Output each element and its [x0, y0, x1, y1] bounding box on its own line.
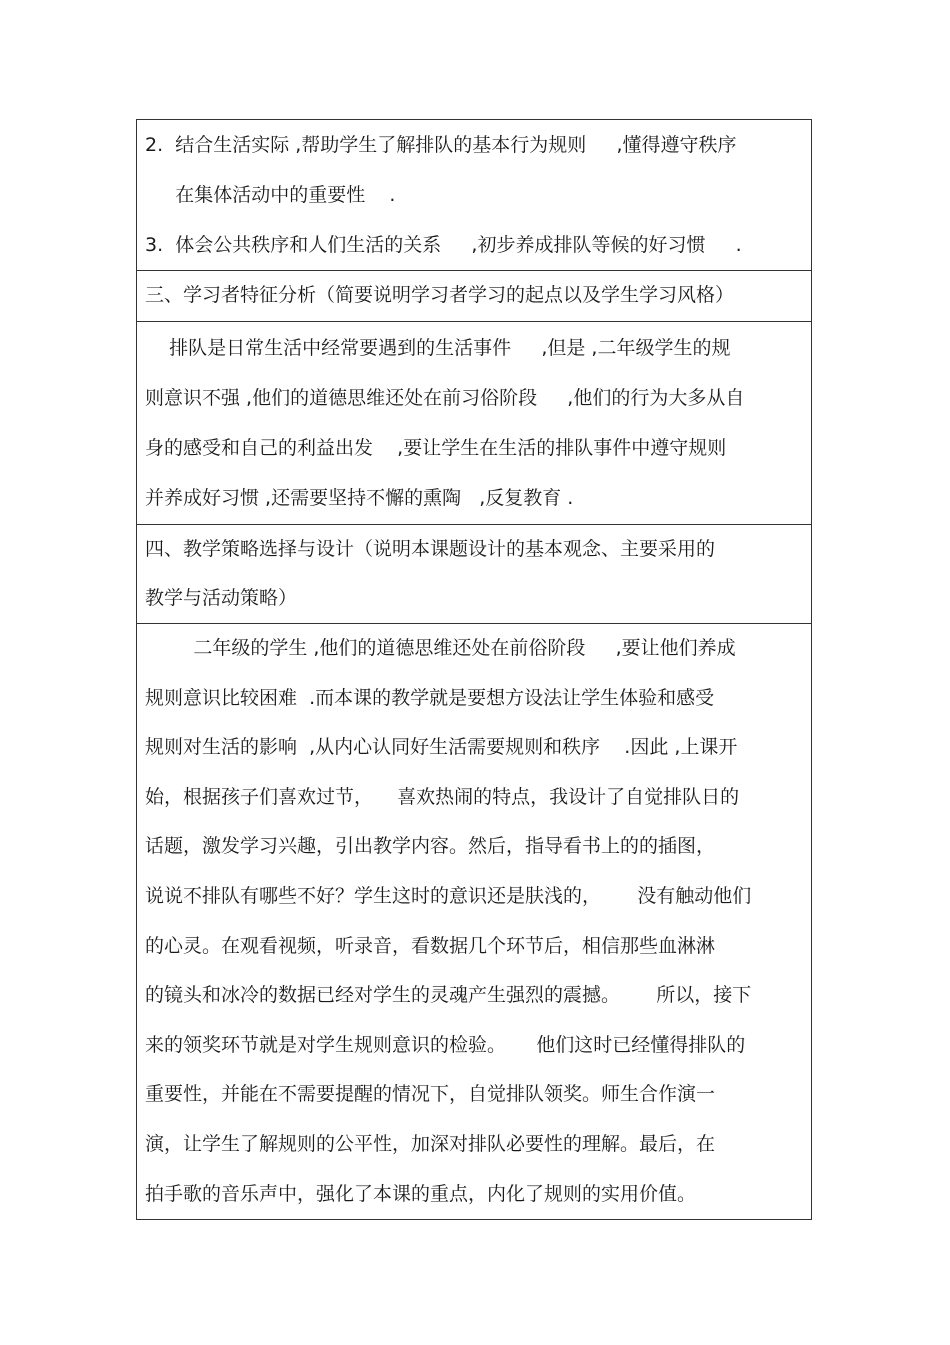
learner-analysis-line: 并养成好习惯 ,还需要坚持不懈的熏陶 ,反复教育 . [145, 487, 574, 509]
objective-line: 2. 结合生活实际 ,帮助学生了解排队的基本行为规则 ,懂得遵守秩序 [145, 134, 737, 156]
strategy-line: 的心灵。在观看视频，听录音，看数据几个环节后，相信那些血淋淋 [145, 934, 716, 957]
strategy-line: 重要性，并能在不需要提醒的情况下，自觉排队领奖。师生合作演一 [145, 1083, 716, 1106]
strategy-line: 规则意识比较困难 .而本课的教学就是要想方设法让学生体验和感受 [145, 686, 715, 709]
strategy-heading: 教学与活动策略） [145, 587, 298, 609]
objectives-cell [137, 120, 811, 270]
learner-analysis-line: 身的感受和自己的利益出发 ,要让学生在生活的排队事件中遵守规则 [145, 437, 727, 459]
objective-line: 在集体活动中的重要性 . [145, 184, 396, 206]
strategy-line: 话题，激发学习兴趣，引出教学内容。然后，指导看书上的的插图， [145, 835, 716, 858]
strategy-line: 拍手歌的音乐声中，强化了本课的重点，内化了规则的实用价值。 [145, 1182, 697, 1205]
objective-line: 3. 体会公共秩序和人们生活的关系 ,初步养成排队等候的好习惯 . [145, 234, 742, 256]
strategy-line: 规则对生活的影响 ,从内心认同好生活需要规则和秩序 .因此 ,上课开 [145, 736, 738, 759]
strategy-line: 始，根据孩子们喜欢过节， 喜欢热闹的特点，我设计了自觉排队日的 [145, 785, 740, 808]
learner-analysis-line: 则意识不强 ,他们的道德思维还处在前习俗阶段 ,他们的行为大多从自 [145, 387, 745, 409]
learner-analysis-heading: 三、学习者特征分析（简要说明学习者学习的起点以及学生学习风格） [145, 284, 735, 306]
learner-analysis-line: 排队是日常生活中经常要遇到的生活事件 ,但是 ,二年级学生的规 [145, 337, 731, 359]
strategy-line: 说说不排队有哪些不好？学生这时的意识还是肤浅的， 没有触动他们 [145, 884, 752, 907]
strategy-line: 来的领奖环节就是对学生规则意识的检验。 他们这时已经懂得排队的 [145, 1033, 746, 1056]
strategy-line: 演，让学生了解规则的公平性，加深对排队必要性的理解。最后，在 [145, 1132, 716, 1155]
learner-analysis-body-cell [137, 321, 811, 524]
strategy-body-cell [137, 623, 811, 1219]
lesson-plan-table [136, 119, 812, 1220]
strategy-heading: 四、教学策略选择与设计（说明本课题设计的基本观念、主要采用的 [145, 538, 716, 560]
strategy-heading-cell [137, 524, 811, 623]
strategy-line: 二年级的学生 ,他们的道德思维还处在前俗阶段 ,要让他们养成 [145, 637, 736, 659]
strategy-line: 的镜头和冰冷的数据已经对学生的灵魂产生强烈的震撼。 所以，接下 [145, 984, 752, 1007]
learner-analysis-heading-cell [137, 270, 811, 321]
